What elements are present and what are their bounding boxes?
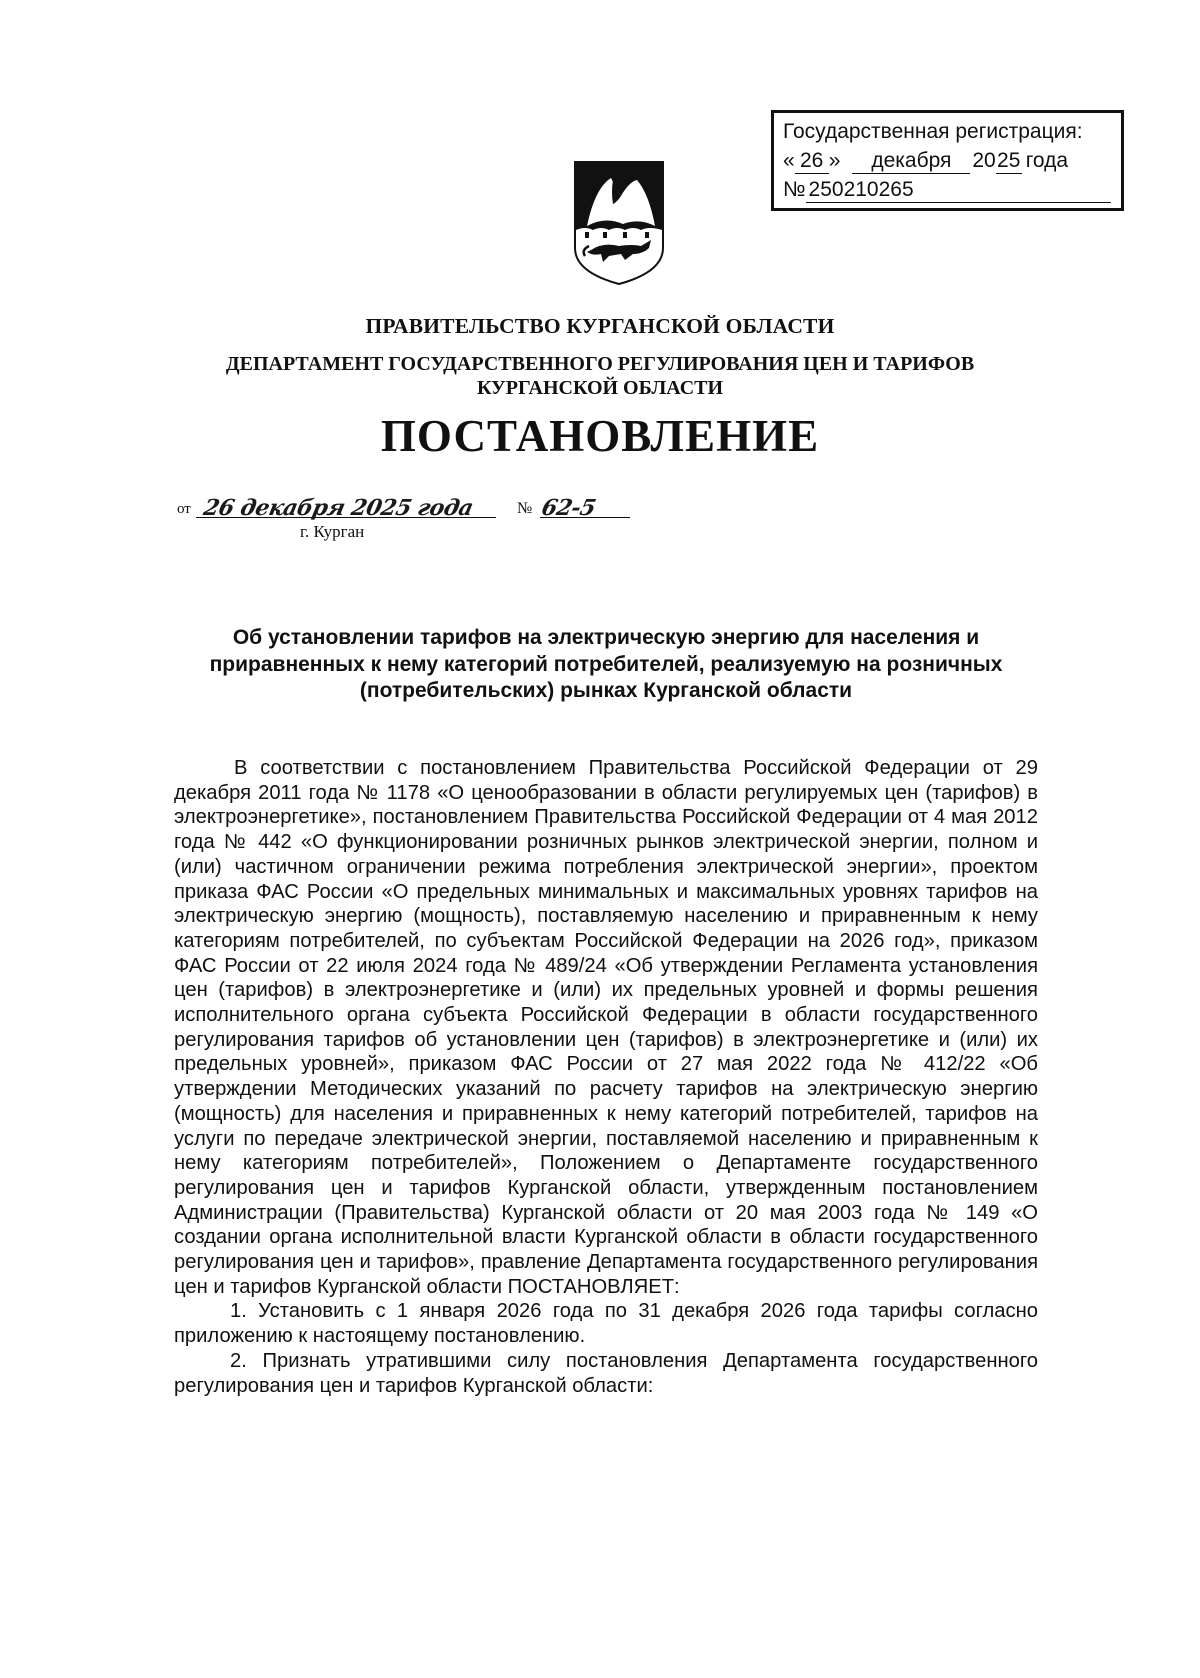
document-type-title: ПОСТАНОВЛЕНИЕ (380, 411, 820, 461)
department-heading-line1: ДЕПАРТАМЕНТ ГОСУДАРСТВЕННОГО РЕГУЛИРОВАНИЯ ЦЕН И ТАРИФОВ (225, 353, 975, 375)
subject-line1: Об установлении тарифов на электрическую энергию для населения и (232, 626, 980, 649)
item-1-paragraph: 1. Установить с 1 января 2026 года по 31 декабря 2026 года тарифы согласно приложению к настоящему постановлению. (174, 1300, 1038, 1348)
registration-title (783, 117, 1111, 146)
registration-box (771, 110, 1124, 211)
decree-subject (174, 625, 1038, 705)
department-heading-line2: КУРГАНСКОЙ ОБЛАСТИ (476, 377, 724, 399)
government-heading: ПРАВИТЕЛЬСТВО КУРГАНСКОЙ ОБЛАСТИ (365, 314, 835, 338)
registration-date-row (783, 146, 1111, 175)
decree-body (174, 756, 1038, 1398)
registration-number-row (783, 175, 1111, 204)
city-label: г. Курган (300, 522, 365, 541)
subject-line3: (потребительских) рынках Курганской области (359, 679, 853, 702)
number-label: № (517, 500, 533, 517)
kurgan-oblast-coat-of-arms-icon (573, 160, 665, 286)
quote-open: « (783, 149, 795, 172)
subject-line2: приравненных к нему категорий потребителей, реализуемую на розничных (209, 652, 1003, 676)
date-label: от (177, 501, 191, 517)
handwritten-date: 26 декабря 2025 года (201, 495, 476, 521)
registration-year-prefix: 20 (972, 149, 996, 172)
registration-month: декабря (852, 149, 970, 174)
handwritten-number: 62-5 (539, 495, 598, 521)
registration-number: 250210265 (806, 178, 1111, 203)
quote-close: » (828, 149, 841, 172)
registration-year-suffix: 25 (997, 149, 1021, 172)
registration-number-label: № (783, 178, 806, 201)
item-2-paragraph: 2. Признать утратившими силу постановления Департамента государственного регулирования цен и тарифов Курганской области: (174, 1349, 1038, 1397)
registration-day: 26 (795, 149, 829, 174)
registration-year-word: года (1025, 149, 1069, 172)
registration-title-text: Государственная регистрация: (783, 120, 1083, 143)
department-heading (0, 352, 1200, 400)
preamble-paragraph: В соответствии с постановлением Правительства Российской Федерации от 29 декабря 2011 года № 1178 «О ценообразовании в области регулируемых цен (тарифов) в электроэнергетике», постановлением Правительства Российской Федерации от 4 мая 2012 года № 442 «О функционировании розничных рынков электрической энергии, полном и (или) частичном ограничении режима потребления электрической энергии», проектом приказа ФАС России «О предельных минимальных и максимальных уровнях тарифов на электрическую энергию (мощность), поставляемую населению и приравненным к нему категориям потребителей, по субъектам Российской Федерации на 2026 год», приказом ФАС России от 22 июля 2024 года № 489/24 «Об утверждении Регламента установления цен (тарифов) в электроэнергетике и (или) их предельных уровней и формы решения исполнительного органа субъекта Российской Федерации в области государственного регулирования тарифов об установлении цен (тарифов) в электроэнергетике и (или) их предельных уровней», приказом ФАС России от 27 мая 2022 года № 412/22 «Об утверждении Методических указаний по расчету тарифов на электрическую энергию (мощность) для населения и приравненных к нему категорий потребителей, тарифов на услуги по передаче электрической энергии, поставляемой населению и приравненным к нему категориям потребителей», Положением о Департаменте государственного регулирования цен и тарифов Курганской области, утвержденным постановлением Администрации (Правительства) Курганской области от 20 мая 2003 года № 149 «О создании органа исполнительной власти Курганской области в области государственного регулирования цен и тарифов», правление Департамента государственного регулирования цен и тарифов Курганской области ПОСТАНОВЛЯЕТ: (174, 757, 1038, 1298)
decree-date-number-line (174, 495, 634, 535)
